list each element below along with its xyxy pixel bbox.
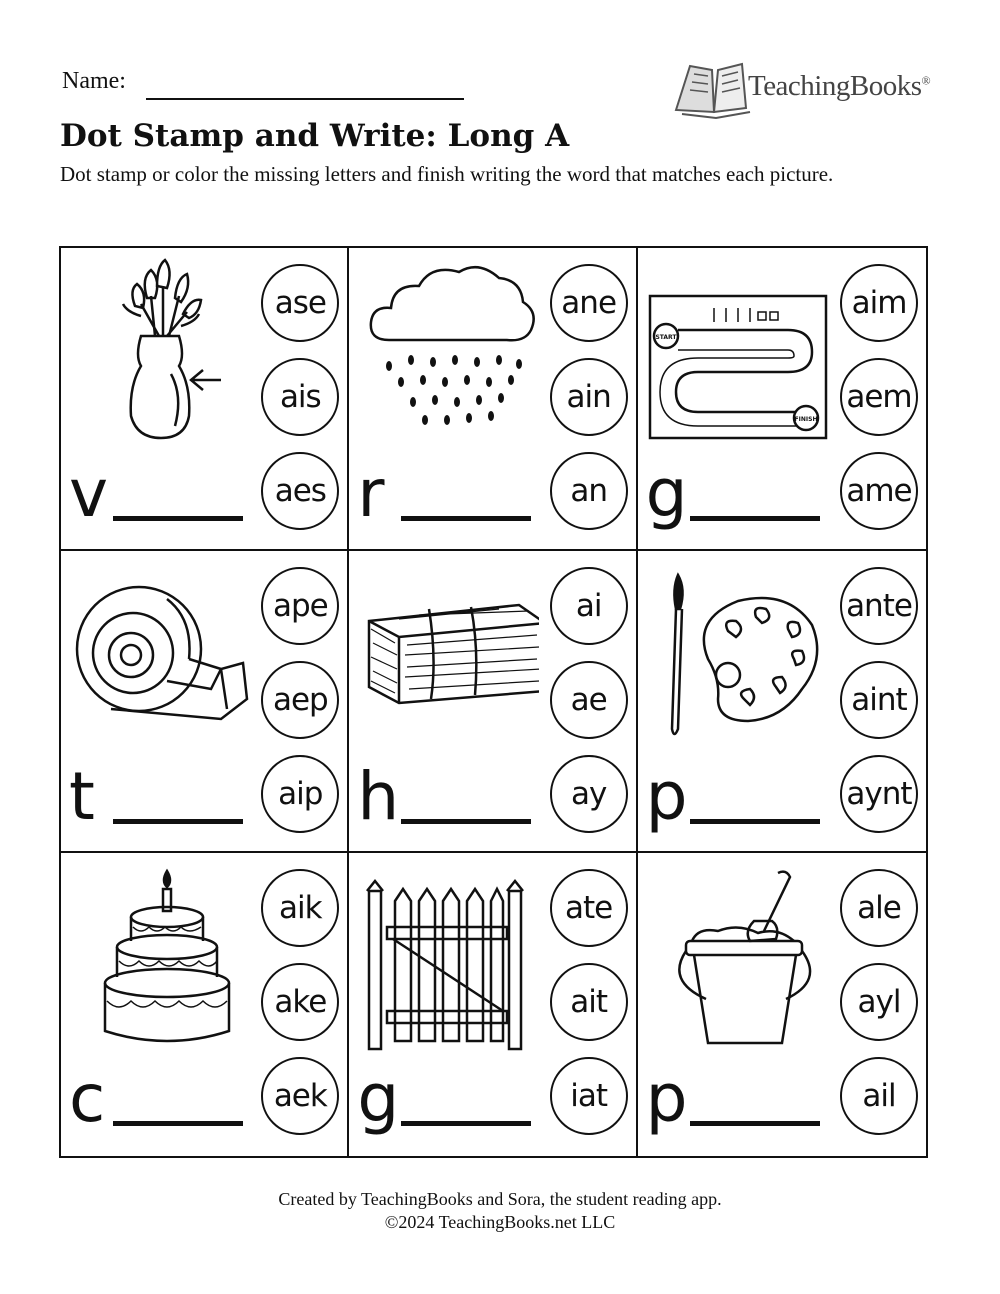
- option-aint[interactable]: aint: [840, 661, 918, 739]
- pail-icon: [648, 861, 828, 1051]
- option-aes[interactable]: aes: [261, 452, 339, 530]
- page-title: Dot Stamp and Write: Long A: [60, 118, 570, 154]
- start-letter: v: [69, 455, 109, 532]
- option-aynt[interactable]: aynt: [840, 755, 918, 833]
- tape-dispenser-icon: [71, 559, 251, 749]
- start-letter: p: [645, 1060, 688, 1138]
- write-line[interactable]: [401, 1121, 531, 1126]
- start-letter: r: [357, 455, 385, 532]
- footer-copyright: ©2024 TeachingBooks.net LLC: [384, 1212, 616, 1232]
- option-aim[interactable]: aim: [840, 264, 918, 342]
- gate-icon: [359, 861, 539, 1051]
- option-iat[interactable]: iat: [550, 1057, 628, 1135]
- option-aek[interactable]: aek: [261, 1057, 339, 1135]
- hay-bale-icon: [359, 559, 539, 749]
- write-line[interactable]: [113, 819, 243, 824]
- write-line[interactable]: [113, 1121, 243, 1126]
- start-letter: g: [357, 1060, 400, 1138]
- rain-cloud-icon: [359, 256, 539, 446]
- footer-credit: Created by TeachingBooks and Sora, the student reading app.: [278, 1189, 722, 1209]
- option-ain[interactable]: ain: [550, 358, 628, 436]
- write-line[interactable]: [690, 1121, 820, 1126]
- option-ate[interactable]: ate: [550, 869, 628, 947]
- option-aip[interactable]: aip: [261, 755, 339, 833]
- word-cell-tape: [61, 551, 349, 854]
- start-letter: t: [69, 757, 95, 835]
- write-line[interactable]: [401, 819, 531, 824]
- option-aep[interactable]: aep: [261, 661, 339, 739]
- word-cell-rain: [349, 248, 637, 551]
- option-ase[interactable]: ase: [261, 264, 339, 342]
- board-finish-label: FINISH: [794, 416, 818, 423]
- word-cell-gate: [349, 853, 637, 1156]
- option-ane[interactable]: ane: [550, 264, 628, 342]
- option-ail[interactable]: ail: [840, 1057, 918, 1135]
- option-ape[interactable]: ape: [261, 567, 339, 645]
- paint-palette-icon: [648, 559, 828, 749]
- word-cell-hay: [349, 551, 637, 854]
- board-start-label: START: [655, 334, 677, 341]
- option-ait[interactable]: ait: [550, 963, 628, 1041]
- worksheet-grid: [59, 246, 928, 1158]
- write-line[interactable]: [690, 819, 820, 824]
- write-line[interactable]: [690, 516, 820, 521]
- start-letter: c: [69, 1060, 106, 1138]
- option-ai[interactable]: ai: [550, 567, 628, 645]
- word-cell-paint: [638, 551, 926, 854]
- option-ake[interactable]: ake: [261, 963, 339, 1041]
- option-ante[interactable]: ante: [840, 567, 918, 645]
- option-ame[interactable]: ame: [840, 452, 918, 530]
- cake-icon: [71, 861, 251, 1051]
- brand-name: TeachingBooks®: [748, 70, 931, 102]
- start-letter: g: [645, 455, 688, 532]
- option-ais[interactable]: ais: [261, 358, 339, 436]
- write-line[interactable]: [401, 516, 531, 521]
- vase-icon: [71, 256, 251, 446]
- name-label: Name:: [62, 68, 126, 94]
- option-ae[interactable]: ae: [550, 661, 628, 739]
- open-book-icon: [676, 64, 750, 118]
- name-input-line[interactable]: [146, 98, 464, 100]
- board-game-icon: [648, 256, 828, 446]
- start-letter: h: [357, 757, 400, 835]
- option-aik[interactable]: aik: [261, 869, 339, 947]
- footer: [0, 1188, 1000, 1234]
- instructions: Dot stamp or color the missing letters and finish writing the word that matches each picture.: [60, 162, 834, 186]
- word-cell-pail: [638, 853, 926, 1156]
- option-ayl[interactable]: ayl: [840, 963, 918, 1041]
- option-an[interactable]: an: [550, 452, 628, 530]
- word-cell-cake: [61, 853, 349, 1156]
- option-ale[interactable]: ale: [840, 869, 918, 947]
- option-aem[interactable]: aem: [840, 358, 918, 436]
- write-line[interactable]: [113, 516, 243, 521]
- word-cell-vase: [61, 248, 349, 551]
- option-ay[interactable]: ay: [550, 755, 628, 833]
- start-letter: p: [645, 757, 688, 835]
- word-cell-game: [638, 248, 926, 551]
